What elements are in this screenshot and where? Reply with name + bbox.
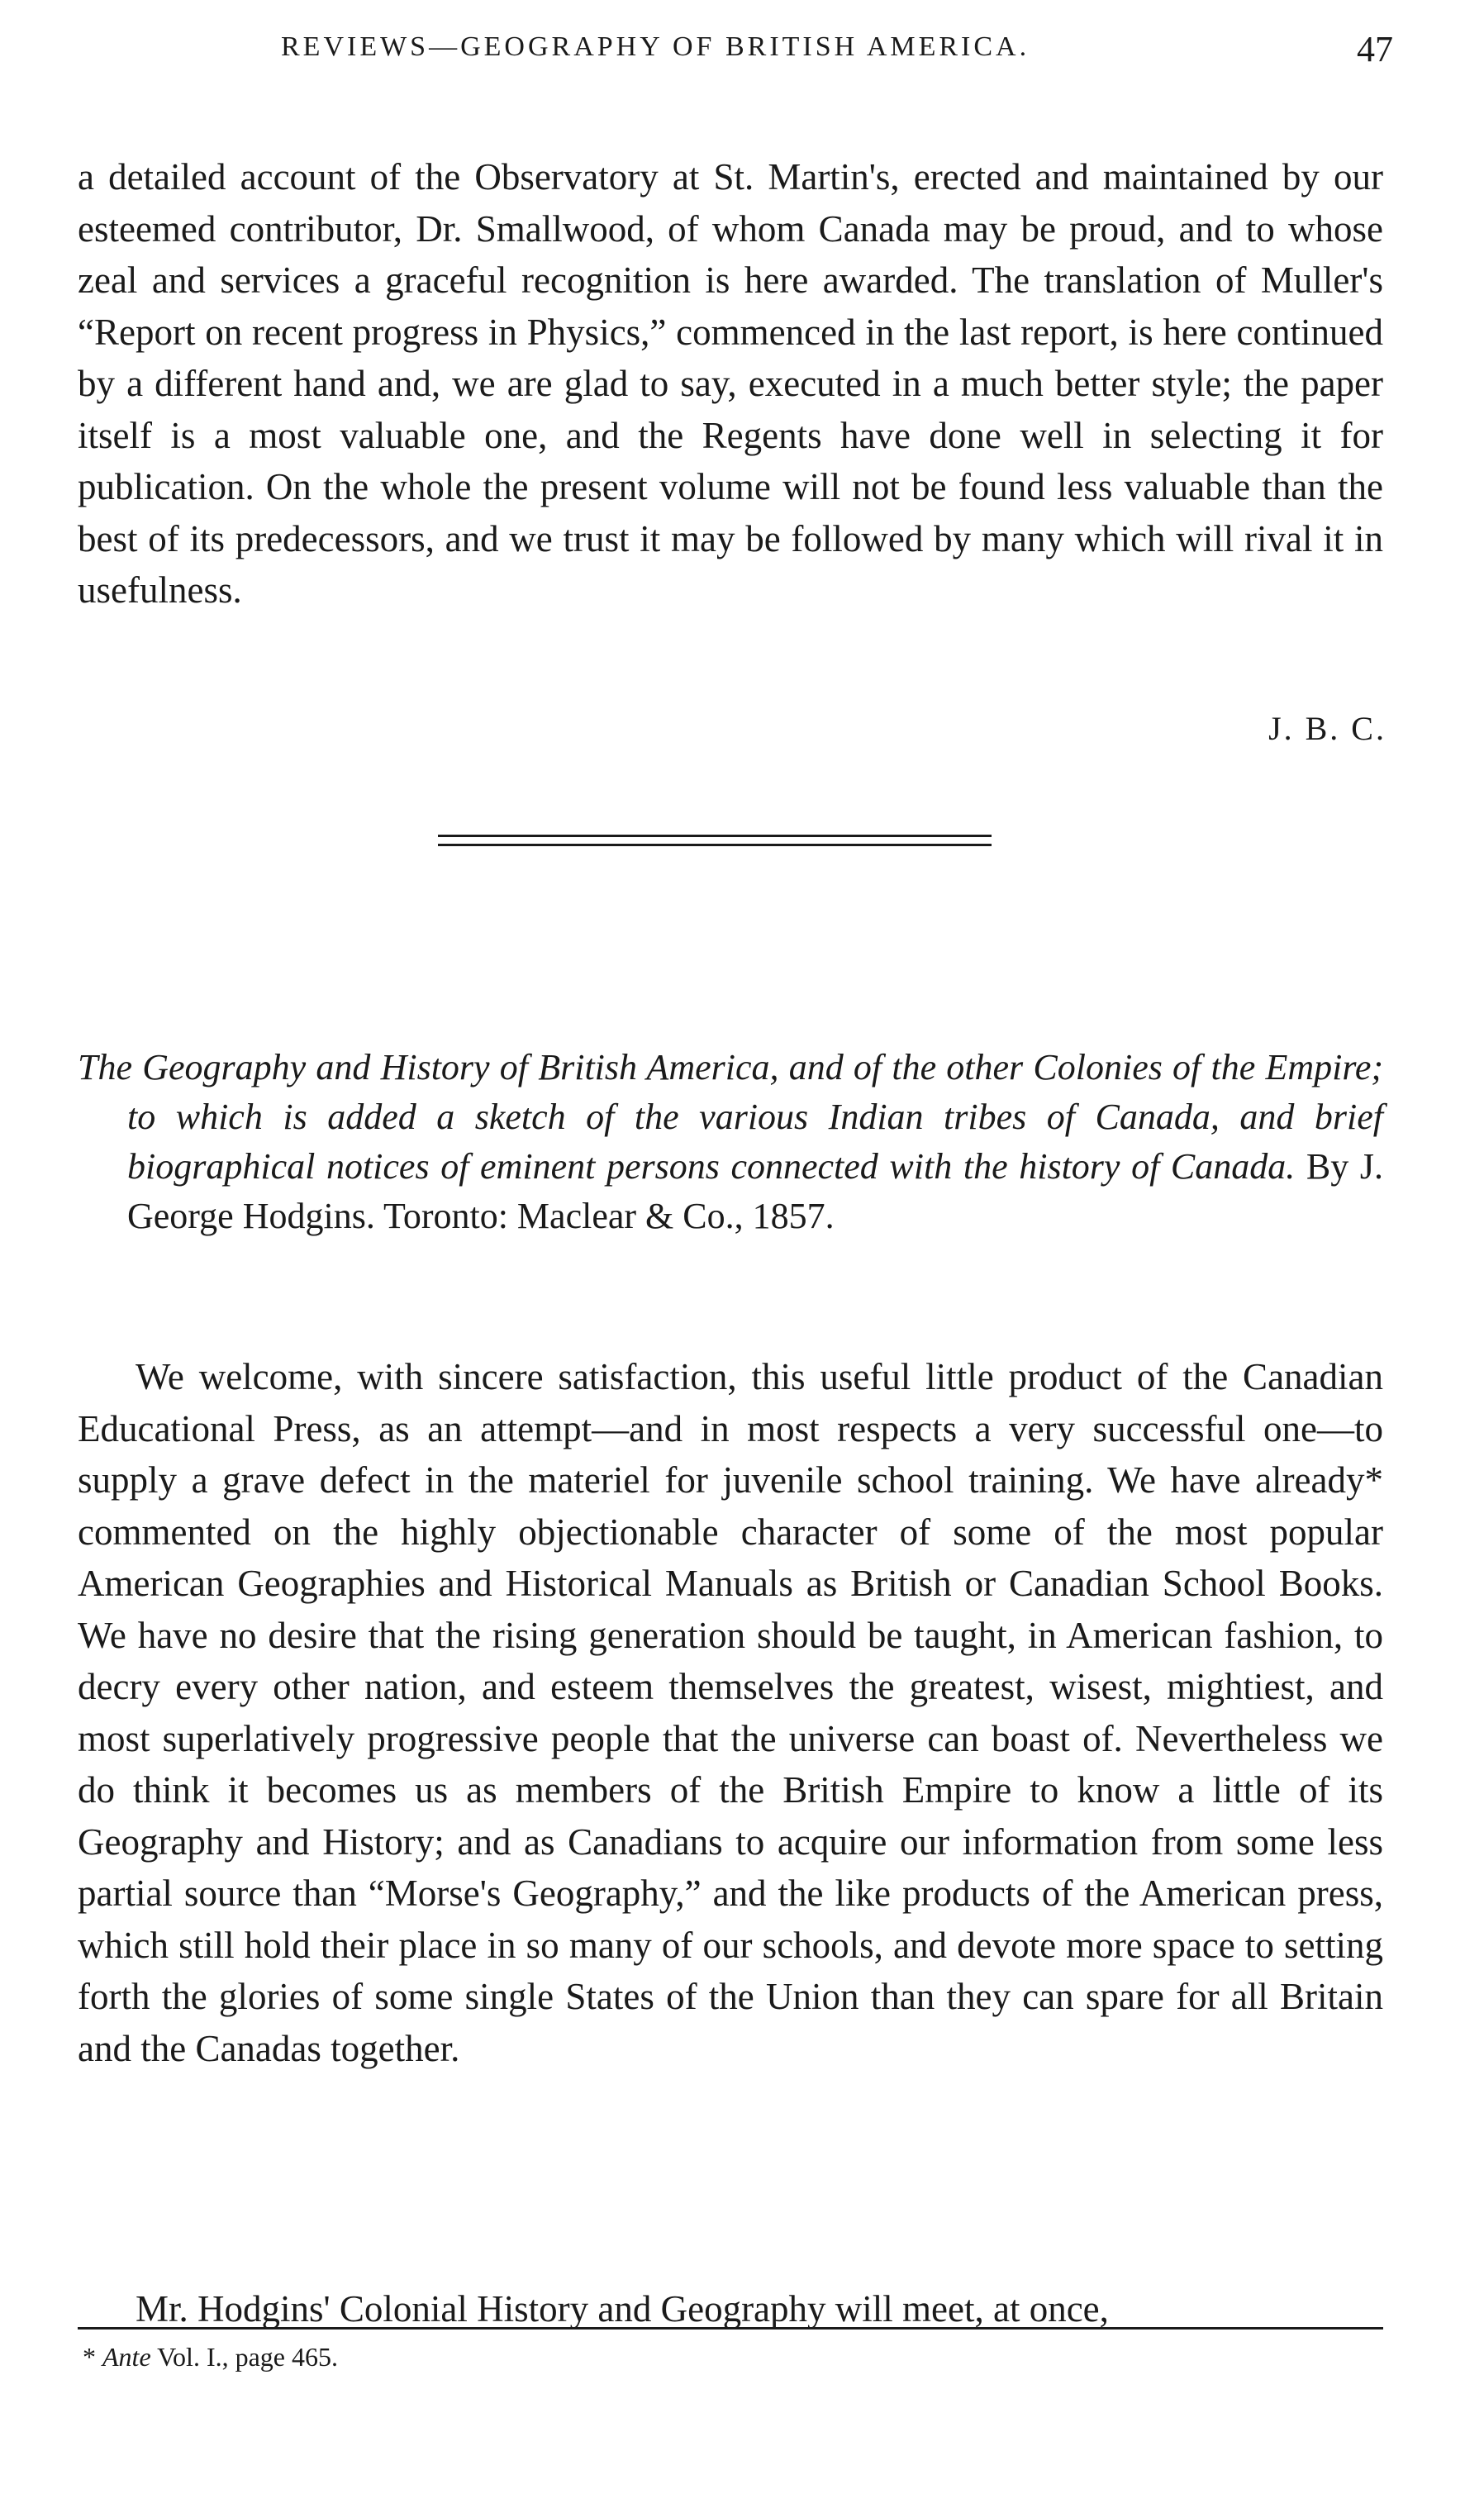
review-1-paragraph: a detailed account of the Observatory at St. Martin's, erected and maintained by our esteemed contributor, Dr. Smallwood, of whom Canada may be proud, and to whose zeal and services a graceful recognition is here awarded. The translation of Muller's “Report on recent progress in Physics,” commenced in the last report, is here continued by a different hand and, we are glad to say, executed in a much better style; the paper itself is a most valuable one, and the Regents have done well in selecting it for publication. On the whole the present volume will not be found less valuable than the best of its predecessors, and we trust it may be followed by many which will rival it in usefulness. bbox=[78, 156, 1383, 611]
footnote bbox=[83, 2342, 338, 2372]
footnote-ref-italic: Ante bbox=[102, 2342, 151, 2372]
review-2-paragraph-2: Mr. Hodgins' Colonial History and Geography will meet, at once, bbox=[136, 2288, 1109, 2330]
page-number: 47 bbox=[1357, 29, 1393, 69]
footnote-rule bbox=[78, 2327, 1383, 2330]
review-2-paragraph-1: We welcome, with sincere satisfaction, this useful little product of the Canadian Educational Press, as an attempt—and in most respects a very successful one—to supply a grave defect in the materiel for juvenile school training. We have already* commented on the highly objectionable character of some of the most popular American Geographies and Historical Manuals as British or Canadian School Books. We have no desire that the rising generation should be taught, in American fashion, to decry every other nation, and esteem themselves the greatest, wisest, mightiest, and most superlatively progressive people that the universe can boast of. Nevertheless we do think it becomes us as members of the British Empire to know a little of its Geography and History; and as Canadians to acquire our information from some less partial source than “Morse's Geography,” and the like products of the American press, which still hold their place in so many of our schools, and devote more space to setting forth the glories of some single States of the Union than they can spare for all Britain and the Canadas together. bbox=[78, 1356, 1383, 2069]
running-title: REVIEWS—GEOGRAPHY OF BRITISH AMERICA. bbox=[281, 31, 1030, 62]
reviewer-signature: J. B. C. bbox=[1268, 710, 1386, 747]
footnote-ref: Vol. I., page 465. bbox=[150, 2342, 338, 2372]
section-divider bbox=[438, 835, 992, 846]
footnote-marker: * bbox=[83, 2342, 102, 2372]
book-citation bbox=[78, 1043, 1383, 1241]
book-title: The Geography and History of British America, and of the other Colonies of the Empire; to which is added a sketch of the various Indian tribes of Canada, and brief biographical notices of eminent persons connected with the history of Canada. bbox=[78, 1047, 1383, 1187]
book-author-publisher: By J. George Hodgins. Toronto: Maclear & Co., 1857. bbox=[127, 1146, 1383, 1236]
